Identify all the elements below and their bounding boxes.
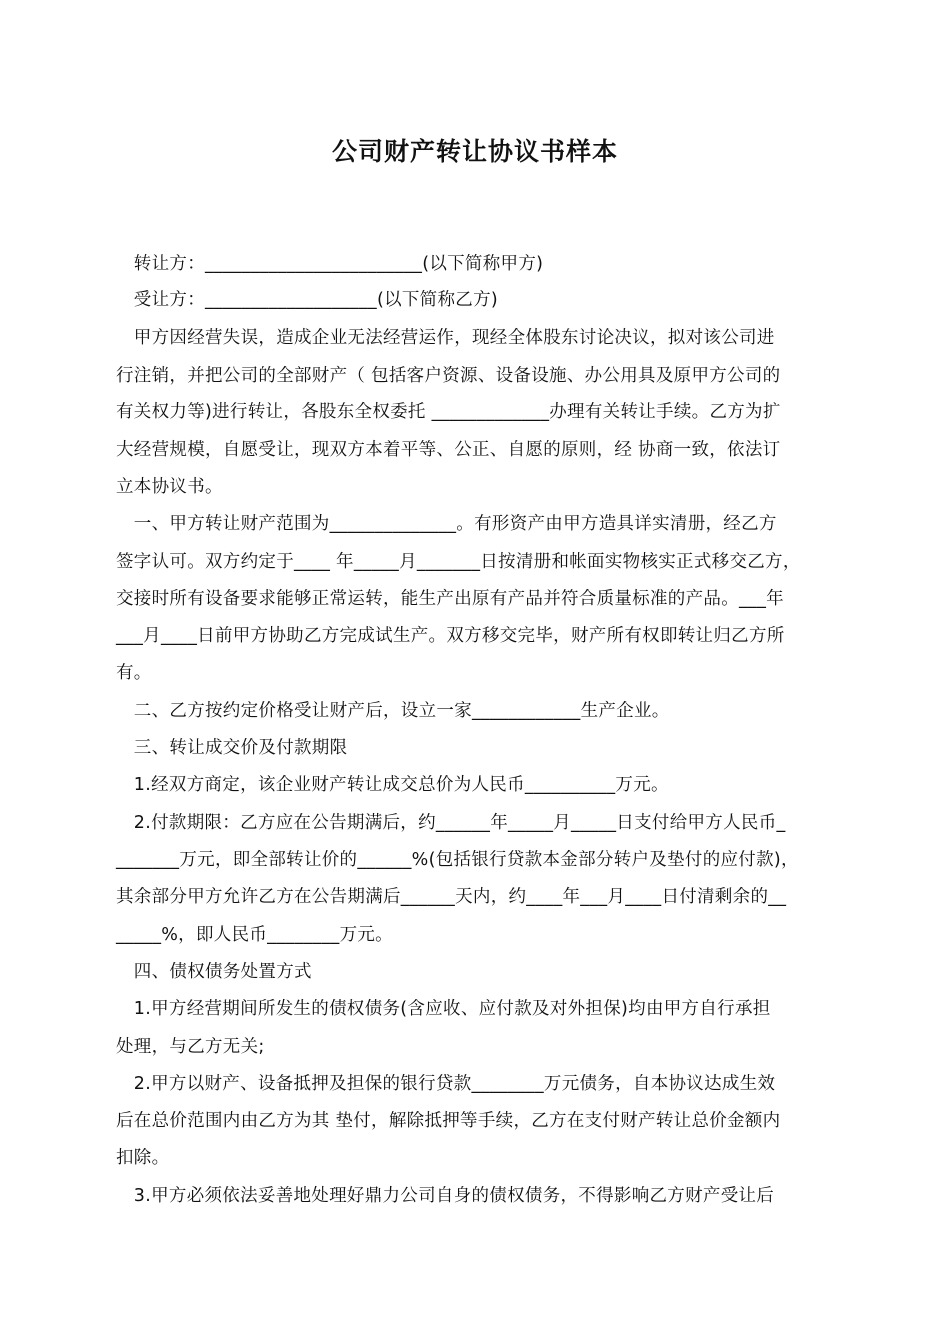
text-line: _______万元，即全部转让价的______%(包括银行贷款本金部分转户及垫付的应付款)，	[116, 850, 799, 870]
text-line: 有关权力等)进行转让，各股东全权委托 _____________办理有关转让手续。乙方为扩	[116, 402, 781, 422]
text-line: _____%，即人民币________万元。	[116, 925, 393, 945]
text-line: 交接时所有设备要求能够正常运转，能生产出原有产品并符合质量标准的产品。___年	[116, 589, 784, 609]
clause-heading: 三、转让成交价及付款期限	[116, 738, 348, 758]
clause-heading: 一、甲方转让财产范围为______________。有形资产由甲方造具详实清册，经乙方	[116, 514, 777, 534]
text-line: 2.甲方以财产、设备抵押及担保的银行贷款________万元债务，自本协议达成生效	[116, 1074, 776, 1094]
text-line: 扣除。	[116, 1148, 170, 1168]
transferor-line: 转让方：________________________(以下简称甲方)	[116, 254, 544, 274]
text-line: 立本协议书。	[116, 477, 223, 497]
text-line: 签字认可。双方约定于____ 年_____月_______日按清册和帐面实物核实正式移交乙方，	[116, 552, 801, 572]
text-line: 有。	[116, 663, 152, 683]
text-line: 3.甲方必须依法妥善地处理好鼎力公司自身的债权债务，不得影响乙方财产受让后	[116, 1186, 775, 1206]
text-line: 2.付款期限：乙方应在公告期满后，约______年_____月_____日支付给甲方人民币_	[116, 813, 786, 833]
text-line: 行注销，并把公司的全部财产（ 包括客户资源、设备设施、办公用具及原甲方公司的	[116, 366, 781, 386]
text-line: ___月____日前甲方协助乙方完成试生产。双方移交完毕，财产所有权即转让归乙方所	[116, 626, 785, 646]
transferee-line: 受让方：___________________(以下简称乙方)	[116, 290, 499, 310]
clause-heading: 四、债权债务处置方式	[116, 962, 312, 982]
text-line: 甲方因经营失误，造成企业无法经营运作，现经全体股东讨论决议，拟对该公司进	[116, 328, 775, 348]
text-line: 大经营规模，自愿受让，现双方本着平等、公正、自愿的原则，经 协商一致，依法订	[116, 440, 781, 460]
text-line: 后在总价范围内由乙方为其 垫付，解除抵押等手续，乙方在支付财产转让总价金额内	[116, 1111, 781, 1131]
text-line: 1.甲方经营期间所发生的债权债务(含应收、应付款及对外担保)均由甲方自行承担	[116, 999, 771, 1019]
clause-heading: 二、乙方按约定价格受让财产后，设立一家____________生产企业。	[116, 701, 670, 721]
document-title: 公司财产转让协议书样本	[331, 137, 618, 166]
text-line: 1.经双方商定，该企业财产转让成交总价为人民币__________万元。	[116, 775, 669, 795]
text-line: 其余部分甲方允许乙方在公告期满后______天内，约____年___月____日付清剩余的__	[116, 887, 787, 907]
text-line: 处理，与乙方无关;	[116, 1037, 265, 1057]
